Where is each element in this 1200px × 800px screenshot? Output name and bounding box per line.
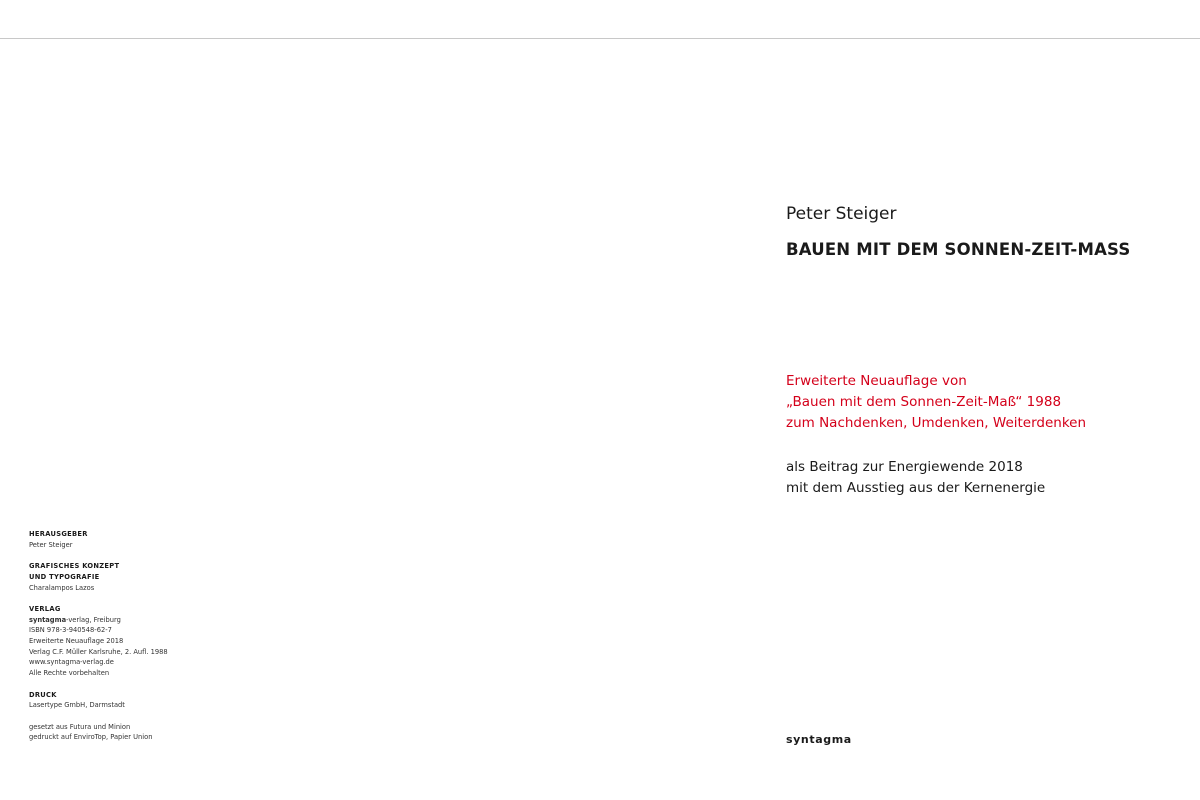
author-name: Peter Steiger bbox=[786, 204, 897, 224]
publisher-logo: syntagma bbox=[786, 733, 852, 746]
imprint-paper: gedruckt auf EnviroTop, Papier Union bbox=[29, 733, 153, 742]
imprint-druck bbox=[29, 690, 289, 711]
imprint-verlag-heading: VERLAG bbox=[29, 604, 61, 613]
imprint-verlag-line bbox=[29, 615, 289, 626]
contribution-note-line-1: als Beitrag zur Energiewende 2018 bbox=[786, 459, 1023, 475]
edition-note bbox=[786, 371, 1086, 434]
imprint-publisher bbox=[29, 529, 289, 550]
edition-note-line-1: Erweiterte Neuauflage von bbox=[786, 373, 967, 389]
imprint-publisher-name: Peter Steiger bbox=[29, 540, 73, 549]
imprint-druck-name: Lasertype GmbH, Darmstadt bbox=[29, 701, 125, 710]
imprint-original-edition: Verlag C.F. Müller Karlsruhe, 2. Aufl. 1988 bbox=[29, 647, 168, 656]
contribution-note-line-2: mit dem Ausstieg aus der Kernenergie bbox=[786, 480, 1046, 496]
imprint-typeset: gesetzt aus Futura und Minion bbox=[29, 722, 131, 731]
contribution-note bbox=[786, 457, 1045, 499]
imprint-rights: Alle Rechte vorbehalten bbox=[29, 669, 110, 678]
imprint-verlag-brand: syntagma bbox=[29, 615, 67, 624]
imprint-edition: Erweiterte Neuauflage 2018 bbox=[29, 637, 124, 645]
imprint bbox=[29, 529, 289, 754]
imprint-verlag bbox=[29, 604, 289, 679]
imprint-design-heading-2: UND TYPOGRAFIE bbox=[29, 572, 100, 581]
imprint-design-heading-1: GRAFISCHES KONZEPT bbox=[29, 562, 120, 571]
imprint-production bbox=[29, 722, 289, 743]
imprint-website: www.syntagma-verlag.de bbox=[29, 658, 114, 667]
imprint-druck-heading: DRUCK bbox=[29, 690, 57, 699]
edition-note-line-2: „Bauen mit dem Sonnen-Zeit-Maß“ 1988 bbox=[786, 394, 1062, 410]
edition-note-line-3: zum Nachdenken, Umdenken, Weiterdenken bbox=[786, 415, 1087, 431]
imprint-design bbox=[29, 561, 289, 593]
imprint-design-name: Charalampos Lazos bbox=[29, 583, 95, 592]
imprint-publisher-heading: HERAUSGEBER bbox=[29, 530, 88, 538]
imprint-isbn: ISBN 978-3-940548-62-7 bbox=[29, 626, 112, 635]
title-page bbox=[786, 0, 1186, 800]
imprint-verlag-suffix: -verlag, Freiburg bbox=[66, 615, 121, 624]
book-title: BAUEN MIT DEM SONNEN-ZEIT-MASS bbox=[786, 240, 1131, 259]
